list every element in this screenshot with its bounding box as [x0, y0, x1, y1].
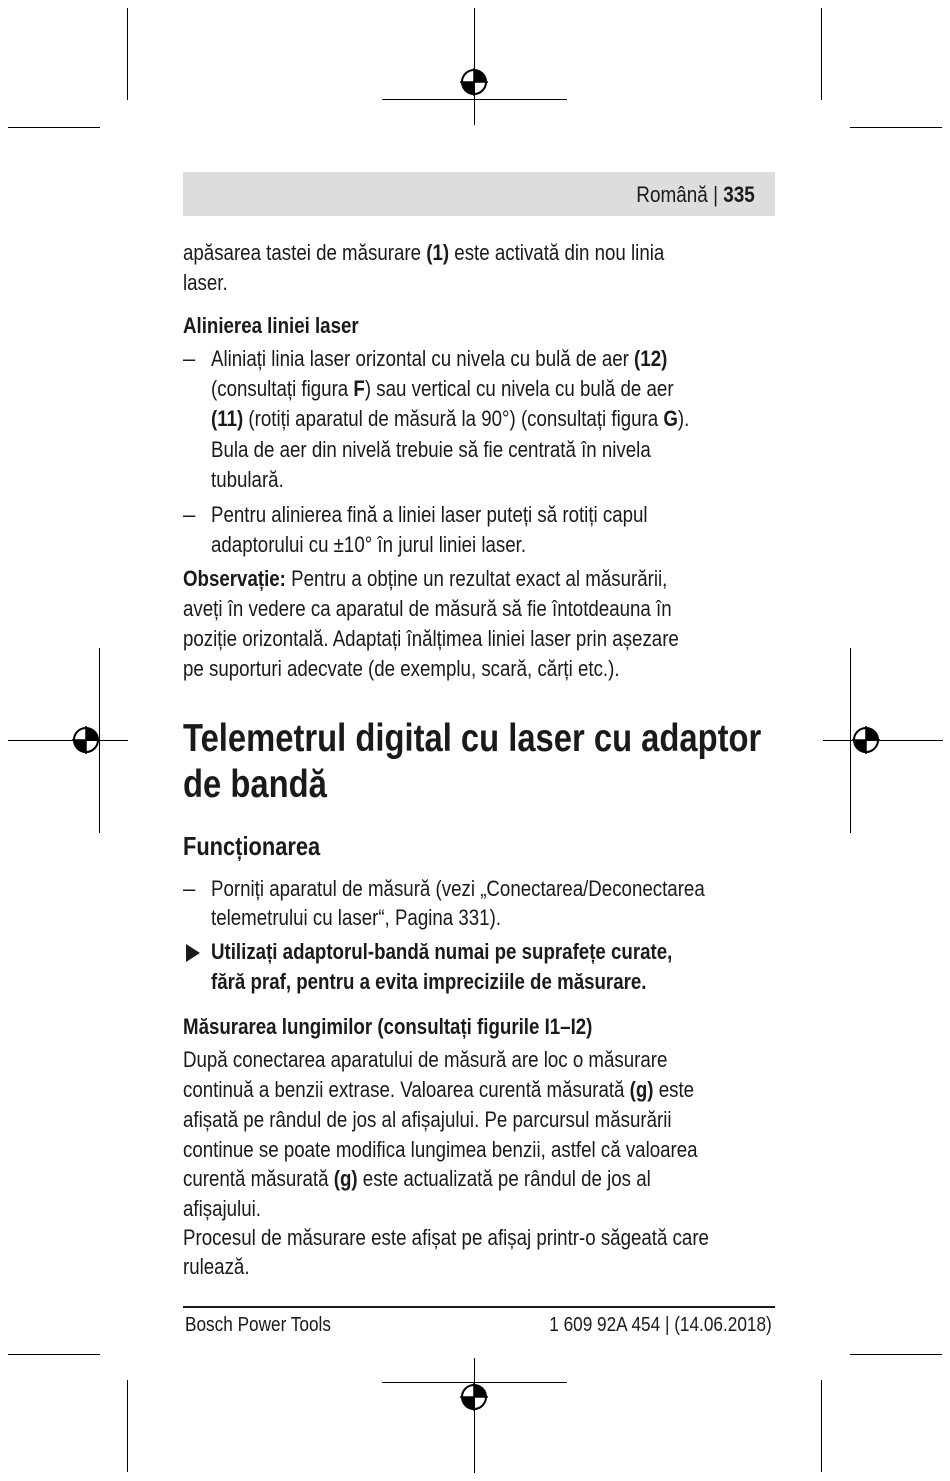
warning-line: fără praf, pentru a evita impreciziile de măsurare.	[211, 969, 647, 994]
page-header	[183, 172, 775, 216]
footer-doc-number: 1 609 92A 454 | (14.06.2018)	[549, 1314, 772, 1336]
registration-target-icon	[72, 726, 100, 754]
list-item-line: Aliniați linia laser orizontal cu nivela cu bulă de aer (12)	[211, 346, 668, 371]
paragraph-line: După conectarea aparatului de măsură are loc o măsurare	[183, 1047, 668, 1072]
note-line: pe suporturi adecvate (de exemplu, scară, cărți etc.).	[183, 656, 620, 681]
list-dash: –	[183, 346, 196, 371]
subsection-heading-length: Măsurarea lungimilor (consultați figurile I1–I2)	[183, 1014, 593, 1039]
warning-line: Utilizați adaptorul-bandă numai pe suprafețe curate,	[211, 939, 673, 964]
note-line: aveți în vedere ca aparatul de măsură să fie întotdeauna în	[183, 596, 672, 621]
list-item-line: (consultați figura F) sau vertical cu nivela cu bulă de aer	[211, 376, 674, 401]
paragraph-line: afișată pe rândul de jos al afișajului. Pe parcursul măsurării	[183, 1107, 672, 1132]
paragraph-line: rulează.	[183, 1254, 250, 1279]
list-item-line: (11) (rotiți aparatul de măsură la 90°) (consultați figura G).	[211, 406, 690, 431]
warning-arrow-icon	[186, 944, 200, 962]
registration-target-icon	[852, 726, 880, 754]
registration-target-icon	[460, 68, 488, 96]
ref-1: (1)	[426, 240, 450, 265]
paragraph-line: afișajului.	[183, 1196, 261, 1221]
footer-rule	[183, 1306, 775, 1308]
list-dash: –	[183, 502, 196, 527]
paragraph-line: curentă măsurată (g) este actualizată pe rândul de jos al	[183, 1166, 651, 1191]
list-item-line: tubulară.	[211, 467, 284, 492]
header-language: Română	[636, 182, 708, 207]
paragraph-line: continuă a benzii extrase. Valoarea curentă măsurată (g) este	[183, 1077, 695, 1102]
list-dash: –	[183, 876, 196, 901]
header-text	[636, 182, 755, 208]
note-line: Observație: Pentru a obține un rezultat exact al măsurării,	[183, 566, 668, 591]
registration-target-icon	[460, 1383, 488, 1411]
subsection-heading-function: Funcționarea	[183, 831, 321, 861]
note-label: Observație:	[183, 566, 286, 591]
paragraph-line: continue se poate modifica lungimea benzii, astfel că valoarea	[183, 1137, 698, 1162]
section-heading: de bandă	[183, 763, 327, 806]
list-item-line: Pentru alinierea fină a liniei laser puteți să rotiți capul	[211, 502, 648, 527]
footer-brand: Bosch Power Tools	[185, 1314, 331, 1336]
list-item-line: Porniți aparatul de măsură (vezi „Conectarea/Deconectarea	[211, 876, 705, 901]
note-line: poziție orizontală. Adaptați înălțimea liniei laser prin așezare	[183, 626, 679, 651]
list-item-line: Bula de aer din nivelă trebuie să fie centrată în nivela	[211, 437, 651, 462]
list-item-line: adaptorului cu ±10° în jurul liniei laser.	[211, 532, 527, 557]
header-separator: |	[713, 182, 719, 207]
intro-line-2: laser.	[183, 270, 228, 295]
section-heading: Telemetrul digital cu laser cu adaptor	[183, 717, 762, 760]
list-item-line: telemetrului cu laser“, Pagina 331).	[211, 905, 501, 930]
paragraph-line: Procesul de măsurare este afișat pe afișaj printr-o săgeată care	[183, 1225, 709, 1250]
section-title-alignment: Alinierea liniei laser	[183, 313, 359, 338]
page-number: 335	[723, 182, 755, 207]
intro-line-1: apăsarea tastei de măsurare (1) este activată din nou linia	[183, 240, 665, 265]
